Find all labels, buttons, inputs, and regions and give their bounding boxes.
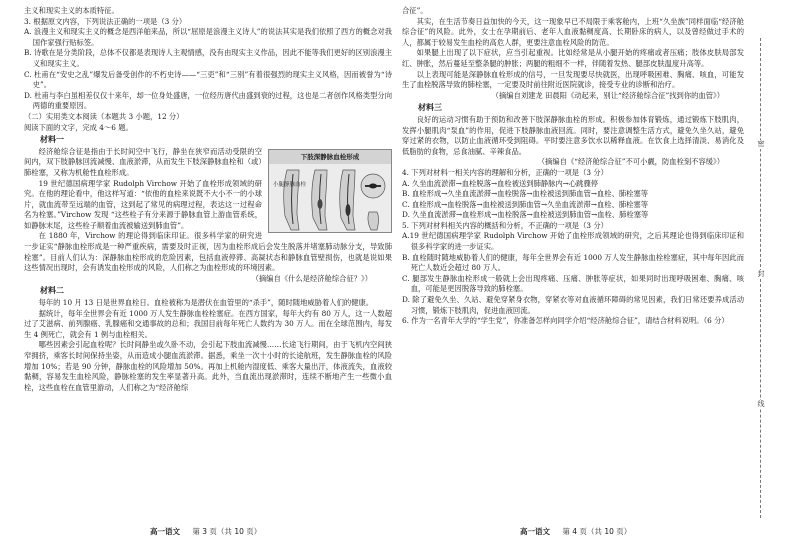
question-4-stem: 4. 下列对材料一相关内容的理解和分析，正确的一项是（3 分） [402,167,608,177]
right-page-column [402,6,744,327]
question-4-option-d: D. 久坐血流淤滞→血栓形成→血栓脱落→血栓被送到肺血管→血栓、肺栓塞等 [402,210,649,220]
footer-subject: 高一语文 [520,527,550,536]
material-1-paragraph: 经济舱综合征是指由于长时间空中飞行，静坐在狭窄而活动受限的空间内，双下肢静脉回流减慢、血液淤滞，从而发生下肢深静脉血栓和（或）肺栓塞，又称为机舱性血栓形成。 [24,146,262,177]
binding-char: 密 [757,140,765,148]
leg-veins-illustration [269,164,392,232]
material-1-paragraph: 19 世纪德国病理学家 Rudolph Virchow 开始了血栓形成领域的研究。在他的理论看中，他这样写道：“依他的血栓来说既不大小不一的小球片，就血流带至远端的血管，这到起了常见的病理过程，表达这一过程命名为栓塞。”Virchow 发现 “这些栓子有分来源于静脉血管上游血管系统，如静脉末尾，这些栓子顺着血流被输送到肺血管”。 [24,178,262,230]
material-2-paragraph: 哪些因素会引起血栓呢？长时间静坐或久卧不动，会引起下肢血流减慢……长途飞行期间，由于飞机内空间狭窄拥挤，乘客长时间保持坐姿，从而造成小腿血流淤滞。据悉，乘坐一次十小时的长途航班，发生静脉血栓的风险增加 10%；若是 90 分钟，静脉血栓的风险增加 50%。再加上机舱内湿度低、乘客大量出汗，体液流失，血液较黏稠，容易发生血栓风险，静脉栓塞的发生率显著升高。此外，当血流出现淤滞时，连续不断地产生一些微小血栓，这些血栓在血管里游动，人们称之为“经济舱综 [24,340,392,392]
question-5-option-b: B. 血栓随时随地威胁着人们的健康，每年全世界会有近 1000 万人发生静脉血栓栓塞症，其中每年因此而死亡人数近会超过 80 万人。 [402,252,744,273]
material-1-paragraph: 在 1880 年，Virchow 的理论得到临床印证。很多科学家的研究进一步证实“静脉血栓形成是一种严重疾病，需要及时正视，因为血栓形成后会发生脱落并堵塞肺动脉分支，导致肺栓塞”。目前人们认为：深静脉血栓形成的危险因素，包括血液停滞、高凝状态和静脉血管壁损伤，也就是说如果这些情况出现时，会有诱发血栓形成的风险，人们称之为血栓形成的环境因素。 [24,231,392,273]
question-5-option-c: C. 腿部发生静脉血栓形成一般就上会出现疼痛、压痛、肿胀等症状，如果同时出现呼吸困难、胸痛、咳血，可能是更因脱落导致的肺栓塞。 [402,273,744,294]
left-question-block [24,6,392,133]
material-3-label: 材料三 [418,103,442,113]
question-5-stem: 5. 下列对材料相关内容的概括和分析，不正确的一项是（3 分） [402,220,608,230]
material-2-paragraph: 如果腿上出现了以下症状，应当引起重视。比如经常是从小腿开始的疼痛或者压痛；肢体皮肤局部发红、肿胀，然后蔓延至整条腿的肿胀；两腿的粗细不一样，伴随着发热、腿部皮肤温度升高等。 [402,48,744,68]
question-5-option-d: D. 除了避免久坐、久站、避免穿紧身衣物，穿紧衣等对血液循环障碍的常见因素，我们日常还要养成活动习惯，锻炼下肢肌肉，促进血液回流。 [402,295,744,315]
section-instruction: 阅读下面的文字，完成 4～6 题。 [24,122,133,132]
footer-page-number: 第 3 页（共 10 页） [192,527,262,536]
section-heading: （二）实用类文本阅读（本题共 3 小题，12 分） [24,111,184,121]
material-3-source: （摘编自《“经济舱综合征”不可小觑，防血栓刻不容缓》） [537,157,724,167]
binding-char: 封 [757,270,765,278]
material-1-source: （摘编自《什么是经济舱综合征？》） [251,273,372,283]
thrombosis-figure [268,149,392,233]
question-5-option-a: A.19 世纪德国病理学家 Rudolph Virchow 开始了血栓形成领域的研究，之后其理论也得到临床印证和很多科学家的进一步证实。 [402,231,744,252]
question-3-option-c: C. 杜甫在“安史之乱”爆发后备受创作的不朽史诗——“三吏”和“三别”有着很强烈的现实主义风格，因而被誉为“诗史”。 [24,69,392,90]
footer-subject: 高一语文 [150,527,180,536]
question-4-option-b: B. 血栓形成→久坐血流淤滞→血栓脱落→血栓被送到肺血管→血栓、肺栓塞等 [402,189,649,199]
question-3-stem: 3. 根据原文内容，下列说法正确的一项是（3 分） [24,16,187,26]
material-2-paragraph: 据统计，每年全世界会有近 1000 万人发生静脉血栓栓塞症。在西方国家，每年大约有 80 万人，这一人数超过了艾滋病、前列腺癌、乳腺癌和交通事故的总和；我国目前每年死亡人数约为 30 万人。而在全球范围内，每发生 4 例死亡，就会有 1 例与血栓相关。 [24,308,392,339]
left-page-footer [150,526,261,537]
question-3-option-b: B. 诗歌在是分类阶段，总体不仅都是表现诗人主观情感，没有由现实主义作品，因此不能等我们更好的区别浪漫主义和现实主义。 [24,48,392,68]
material-3-paragraph: 良好的运动习惯有助于预防和改善下肢深静脉血栓的形成。积极参加体育锻炼，通过锻炼下肢肌肉，发挥小腿肌肉“泵血”的作用，促进下肢静脉血液回流。同时，要注意调整生活方式，避免久坐久站，避免穿过紧的衣物，以防止血液循环受到阻碍。平时要注意多饮水以稀释血液。在饮食上选择清淡、易消化及低脂肪的食物，忌食油腻、辛辣食品。 [402,114,744,156]
question-3-option-a: A. 浪漫主义和现实主义的概念是西洋舶来品，所以“屈原是浪漫主义诗人”的说法其实是我们依照了西方的概念对我国作家强行贴标签。 [24,27,392,47]
material-2-paragraph: 每年的 10 月 13 日是世界血栓日。血栓被称为是潜伏在血管里的“杀手”，随时随地威胁着人们的健康。 [38,298,374,308]
material-2-paragraph: 以上表现可能是深静脉血栓形成的信号，一旦发现要尽快就医，出现呼吸困难、胸痛、咳血，可能发生了血栓脱落导致的肺栓塞，一定要及时前往附近医院就诊，接受专业的诊断和治疗。 [402,69,744,90]
material-2-label: 材料二 [40,286,64,296]
material-2-paragraph: 其实，在生活节奏日益加快的今天，这一现象早已不局限于乘客舱内，上班“久坐族”同样面临“经济舱综合征”的风险。此外，女士在孕期前后、老年人血液黏稠度高、长期卧床的病人，以及曾经做过手术的人，都属于较易发生血栓的高危人群，更要注意血栓风险的防范。 [402,16,744,47]
text-line: 主义和现实主义的本质特征。 [24,6,119,15]
questions-block [402,168,744,327]
binding-char: 线 [757,400,765,408]
question-6-stem: 6. 作为一名青年大学的“学生党”，你准备怎样向同学介绍“经济舱综合征”，请结合材料说明。（6 分） [402,316,729,326]
figure-caption: 小腿静脉血栓 [273,181,307,188]
material-2-continuation: 合征”。 [402,6,428,15]
footer-page-number: 第 4 页（共 10 页） [562,527,632,536]
material-2-source: （摘编自刘建龙 田晨阳《动起来，别让“经济舱综合征”找到你的血管》） [491,90,724,100]
question-3-option-d: D. 杜甫与李白虽相差仅仅十来年，却一位身处盛唐，一位经历唐代由盛到衰的过程，这也是二者创作风格类型分向两德的重要原因。 [24,90,392,111]
binding-margin [753,0,769,543]
figure-title: 下肢深静脉血栓形成 [269,150,391,165]
left-page-column [24,6,392,393]
question-4-option-c: C. 血栓形成→血栓脱落→血栓被送到肺血管→久坐血流淤滞→血栓、肺栓塞等 [402,199,649,209]
right-page-footer [520,526,631,537]
material-1-label: 材料一 [40,135,64,145]
question-4-option-a: A. 久坐血流淤滞→血栓脱落→血栓被送到肺静脉内→心跳骤停 [402,178,599,188]
